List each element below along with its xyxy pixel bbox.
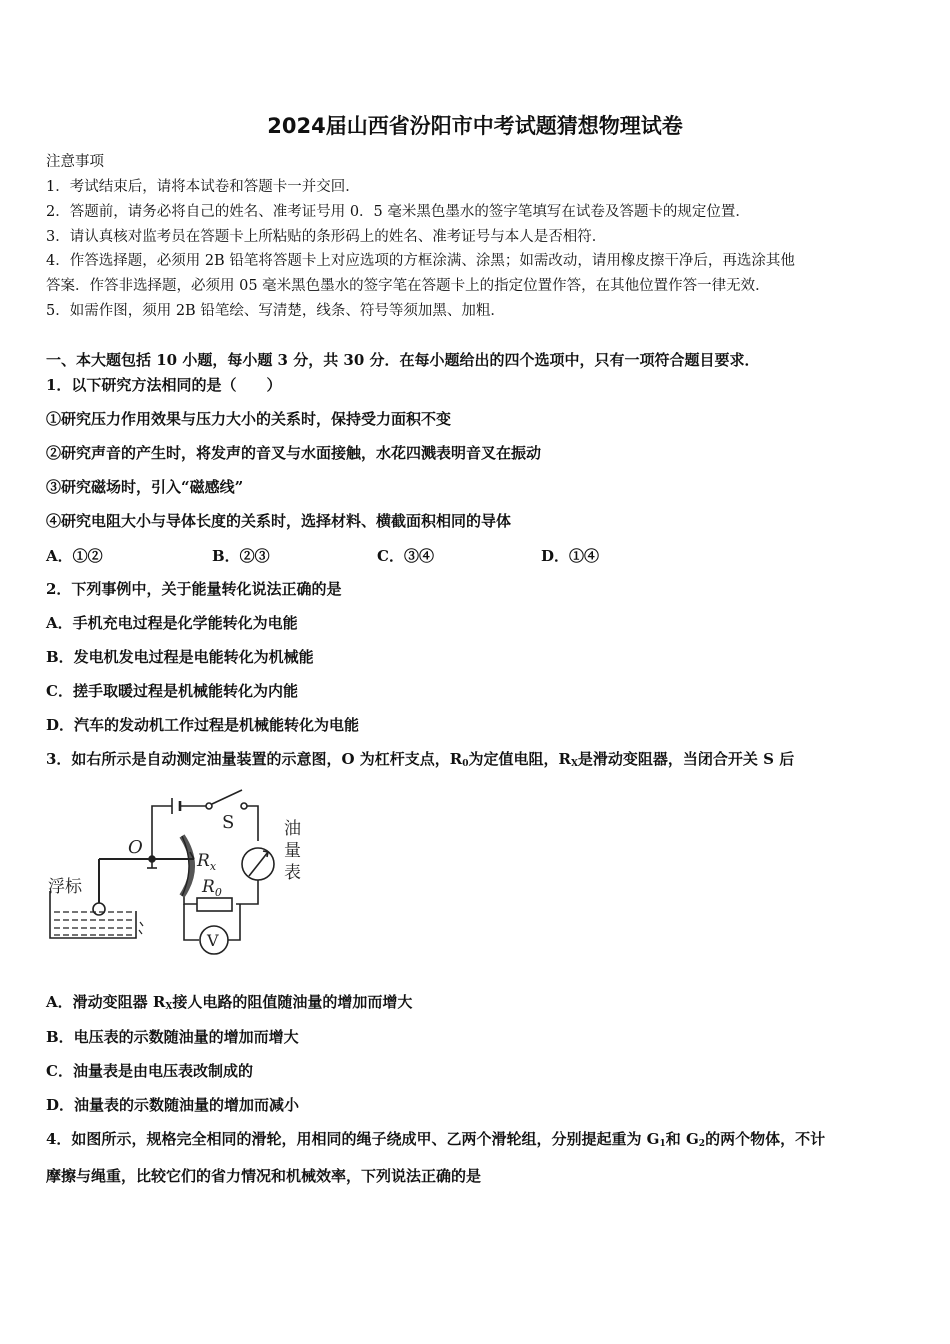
q3-option-a[interactable]: A．滑动变阻器 $R_X$接人电路的阻值随油量的增加而增大 xyxy=(46,993,413,1012)
notice-heading: 注意事项 xyxy=(46,154,104,170)
notice-item-4: 4．作答选择题，必须用 2B 铅笔将答题卡上对应选项的方框涂满、涂黑；如需改动，请用橡皮擦干净后，再选涂其他 xyxy=(46,253,795,269)
q2-option-a[interactable]: A．手机充电过程是化学能转化为电能 xyxy=(46,614,298,632)
label-rx: $R_x$ xyxy=(197,851,217,873)
q1-item-2: ②研究声音的产生时，将发声的音叉与水面接触，水花四溅表明音叉在振动 xyxy=(46,444,542,462)
q1-option-a[interactable]: A．①② xyxy=(46,547,103,565)
q3-stem: 3．如右所示是自动测定油量装置的示意图，O 为杠杆支点，$R_0$为定值电阻，$R_X$是滑动变阻器，当闭合开关 S 后 xyxy=(46,750,795,769)
section-header: 一、本大题包括 10 小题，每小题 3 分，共 30 分．在每小题给出的四个选项中，只有一项符合题目要求． xyxy=(46,351,760,369)
q4-stem-line-1: 4．如图所示，规格完全相同的滑轮，用相同的绳子绕成甲、乙两个滑轮组，分别提起重为 $G_1$和 $G_2$的两个物体，不计 xyxy=(46,1130,826,1149)
label-switch-s: S xyxy=(222,812,235,833)
q1-item-3: ③研究磁场时，引入“磁感线” xyxy=(46,478,244,496)
q1-option-d[interactable]: D．①④ xyxy=(541,547,600,565)
q1-options xyxy=(46,545,746,565)
notice-item-5: 5．如需作图，须用 2B 铅笔绘、写清楚，线条、符号等须加黑、加粗． xyxy=(46,303,505,319)
q2-option-c[interactable]: C．搓手取暖过程是机械能转化为内能 xyxy=(46,682,298,700)
q3-option-d[interactable]: D．油量表的示数随油量的增加而减小 xyxy=(46,1096,300,1114)
oil-gauge-circuit-diagram xyxy=(44,786,314,966)
label-oil-gauge-1: 油 xyxy=(284,819,301,839)
label-oil-gauge-3: 表 xyxy=(284,863,301,883)
label-voltmeter-v: V xyxy=(207,931,219,950)
q1-item-4: ④研究电阻大小与导体长度的关系时，选择材料、横截面积相同的导体 xyxy=(46,512,512,530)
q4-stem-line-2: 摩擦与绳重，比较它们的省力情况和机械效率，下列说法正确的是 xyxy=(46,1167,482,1185)
label-pivot-o: O xyxy=(128,837,143,858)
notice-item-4-continued: 答案．作答非选择题，必须用 05 毫米黑色墨水的签字笔在答题卡上的指定位置作答，在其他位置作答一律无效． xyxy=(46,278,770,294)
notice-item-3: 3．请认真核对监考员在答题卡上所粘贴的条形码上的姓名、准考证号与本人是否相符． xyxy=(46,229,607,245)
notice-item-1: 1．考试结束后，请将本试卷和答题卡一并交回． xyxy=(46,179,360,195)
q1-option-b[interactable]: B．②③ xyxy=(212,547,270,565)
q1-item-1: ①研究压力作用效果与压力大小的关系时，保持受力面积不变 xyxy=(46,410,452,428)
label-r0: $R_0$ xyxy=(202,877,222,899)
notice-item-2: 2．答题前，请务必将自己的姓名、准考证号用 0．5 毫米黑色墨水的签字笔填写在试卷及答题卡的规定位置． xyxy=(46,204,750,220)
q1-stem: 1．以下研究方法相同的是（ ） xyxy=(46,376,282,394)
label-float: 浮标 xyxy=(48,877,82,897)
q1-option-c[interactable]: C．③④ xyxy=(377,547,434,565)
q2-stem: 2．下列事例中，关于能量转化说法正确的是 xyxy=(46,580,342,598)
label-oil-gauge-2: 量 xyxy=(284,841,301,861)
page-title: 2024届山西省汾阳市中考试题猜想物理试卷 xyxy=(267,114,683,138)
q3-option-b[interactable]: B．电压表的示数随油量的增加而增大 xyxy=(46,1028,299,1046)
q3-option-c[interactable]: C．油量表是由电压表改制成的 xyxy=(46,1062,253,1080)
q2-option-d[interactable]: D．汽车的发动机工作过程是机械能转化为电能 xyxy=(46,716,360,734)
q2-option-b[interactable]: B．发电机发电过程是电能转化为机械能 xyxy=(46,648,314,666)
